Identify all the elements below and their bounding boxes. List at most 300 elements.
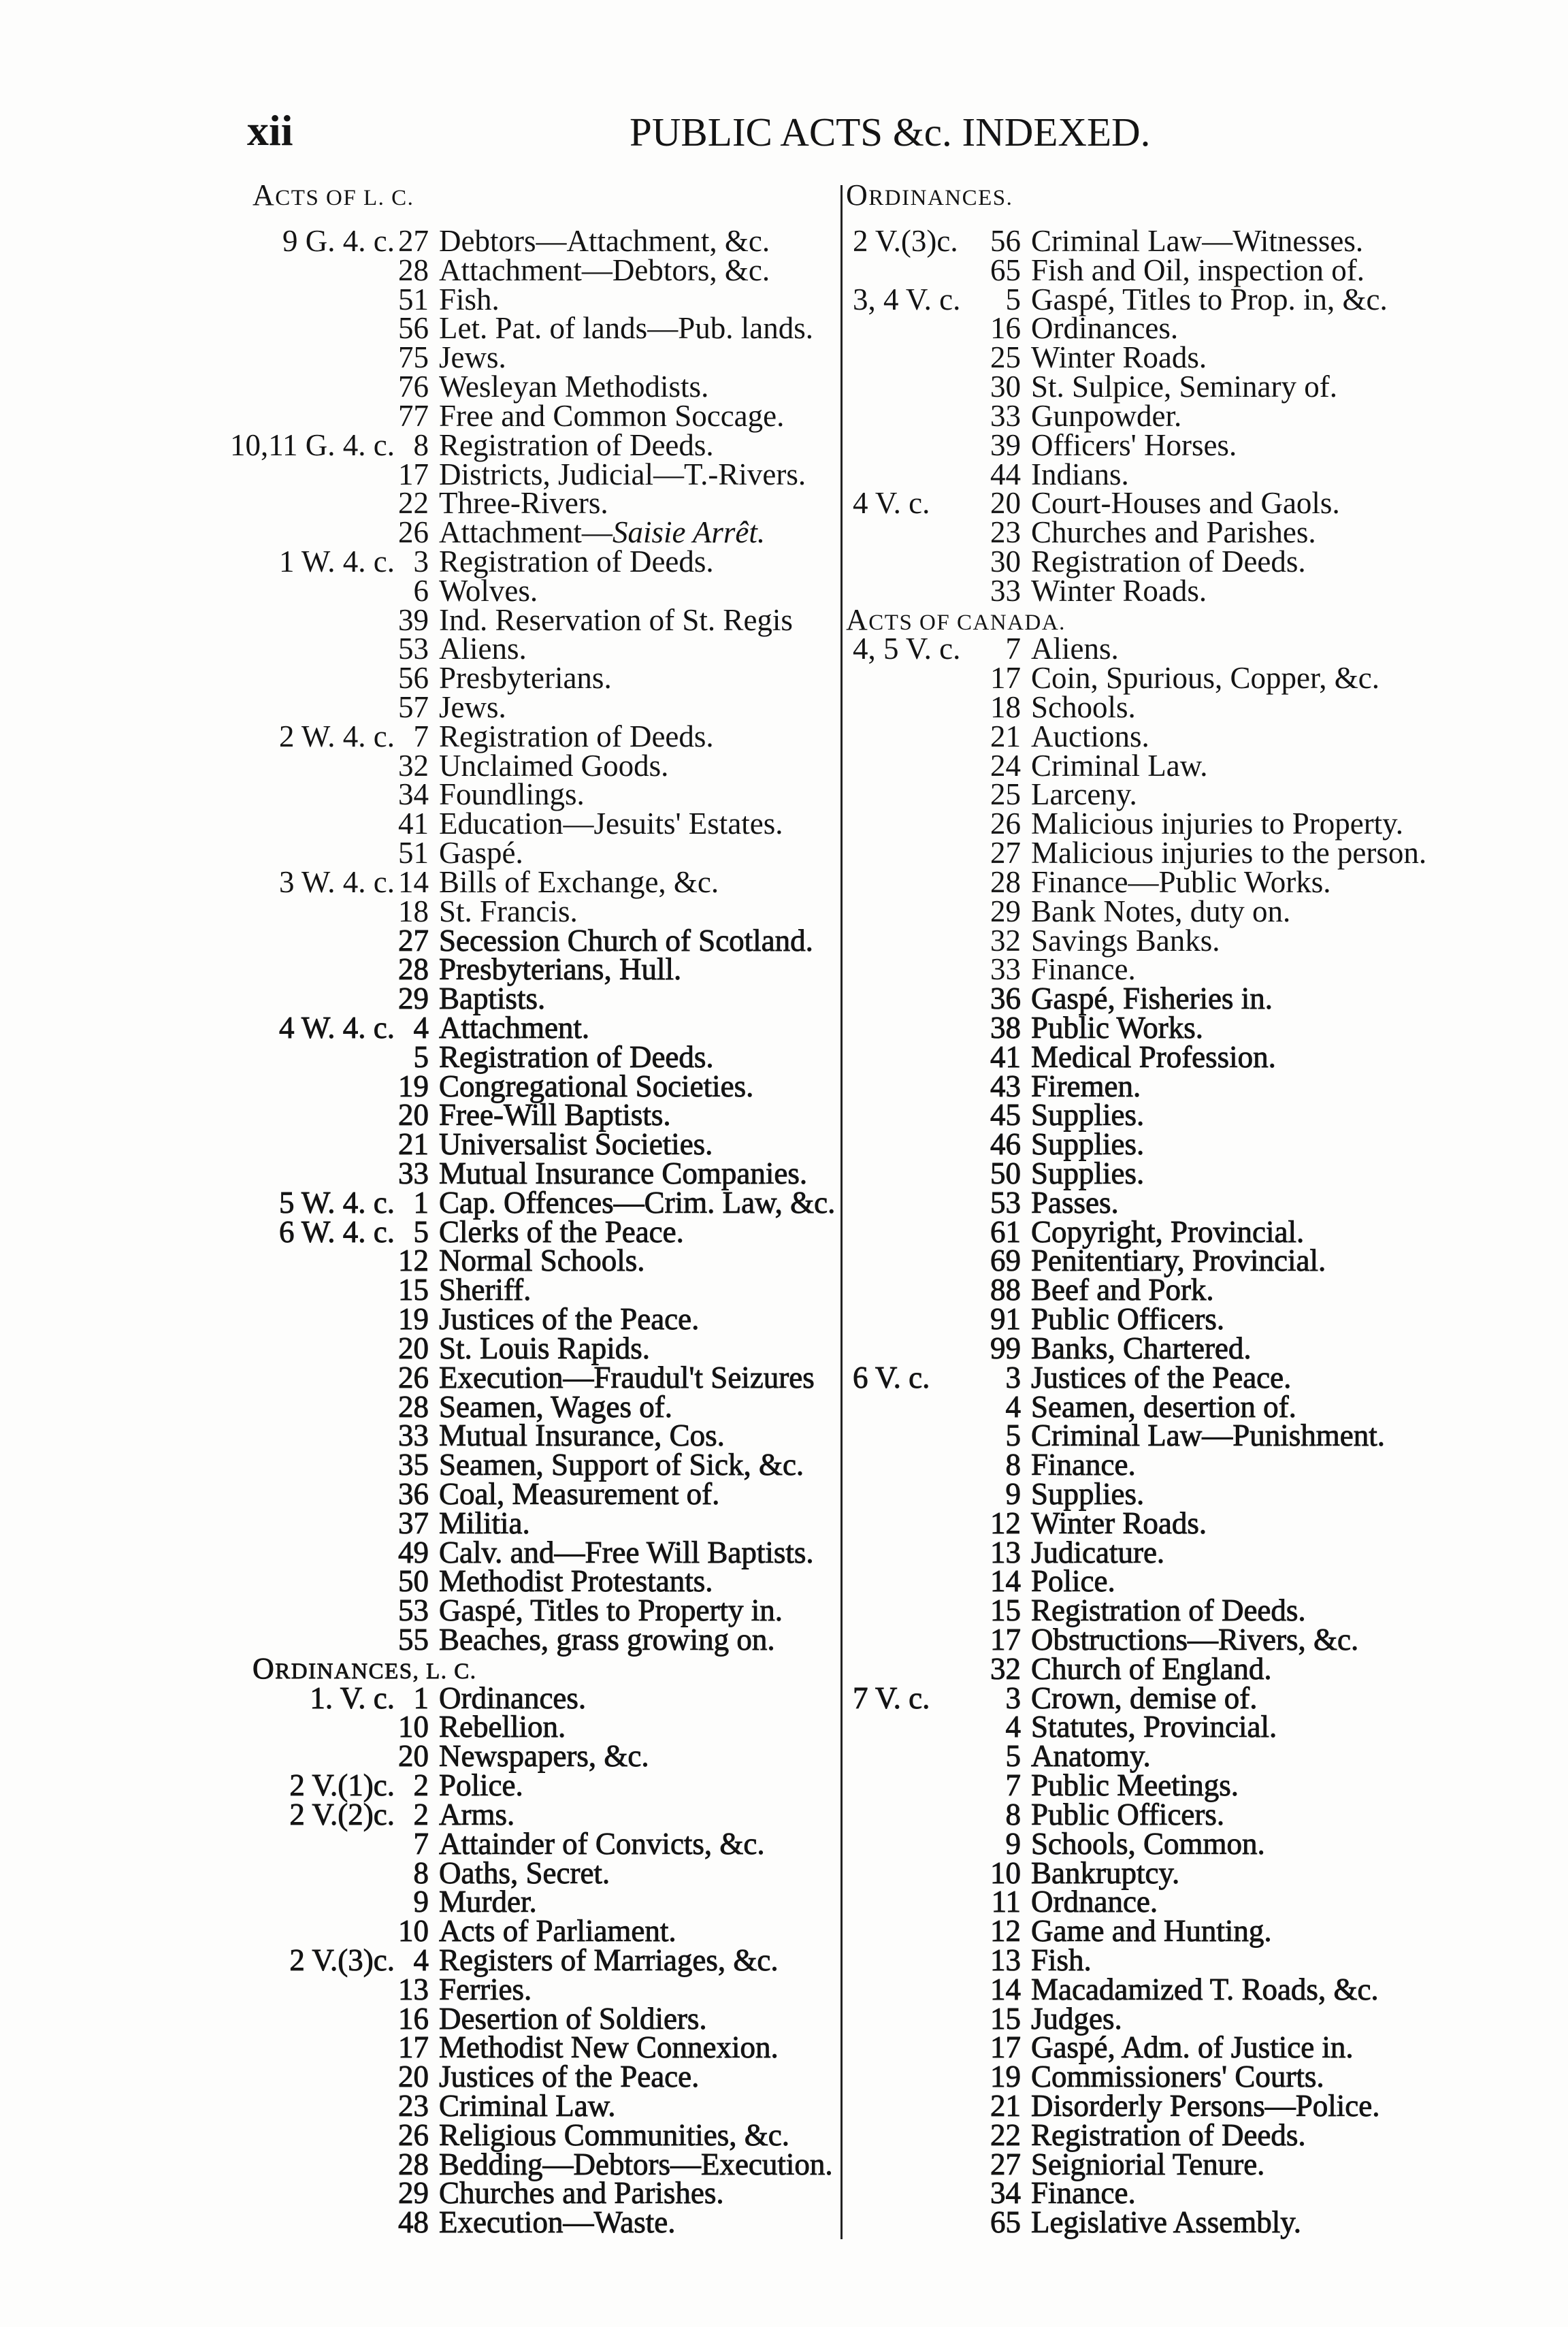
act-number: 56 — [398, 661, 429, 696]
series-label — [228, 1975, 395, 2004]
series-label — [846, 1917, 977, 1946]
entry-title: Fish and Oil, inspection of. — [1031, 253, 1365, 287]
index-entry — [846, 809, 1526, 839]
series-label — [846, 984, 977, 1013]
entry-title: Medical Profession. — [1031, 1039, 1276, 1074]
series-label — [846, 1975, 977, 2004]
index-entry — [228, 1331, 840, 1365]
series-label — [846, 1159, 977, 1188]
left-column — [228, 178, 840, 2240]
series-label — [846, 431, 977, 460]
entry-title-cell — [1021, 923, 1526, 958]
entry-title: Supplies. — [1031, 1156, 1145, 1190]
entry-title-cell — [1021, 2062, 1526, 2092]
entry-title: Justices of the Peace. — [439, 2060, 700, 2094]
entry-title: Three-Rivers. — [439, 486, 608, 521]
entry-title-cell — [1021, 457, 1526, 491]
entry-title: Registration of Deeds. — [439, 427, 714, 462]
act-number: 65 — [990, 2205, 1021, 2240]
series-label — [846, 897, 977, 926]
act-number: 53 — [990, 1185, 1021, 1220]
act-number: 46 — [990, 1127, 1021, 1162]
index-entry — [846, 1275, 1526, 1305]
entry-title-cell — [1021, 1127, 1526, 1162]
index-entry — [846, 544, 1526, 579]
index-entry — [228, 311, 840, 346]
entry-title: Court-Houses and Gaols. — [1031, 486, 1340, 521]
entry-title: Coin, Spurious, Copper, &c. — [1031, 661, 1379, 696]
act-number: 18 — [398, 894, 429, 928]
entry-title-cell — [429, 1942, 840, 1977]
series-label — [228, 1275, 395, 1305]
entry-title-cell — [1021, 1855, 1526, 1890]
entry-title: Public Officers. — [1031, 1797, 1225, 1832]
series-label — [228, 576, 395, 606]
entry-title-cell — [429, 1156, 840, 1190]
series-label — [846, 926, 977, 956]
entry-title-cell — [1021, 1069, 1526, 1103]
series-label: 1 W. 4. c. — [278, 544, 395, 579]
entry-title-cell — [429, 1302, 840, 1337]
act-number: 28 — [398, 2147, 429, 2181]
entry-title-cell — [1021, 1360, 1526, 1395]
entry-title-cell — [429, 809, 840, 839]
index-entry — [228, 398, 840, 433]
series-label — [846, 722, 977, 751]
series-label — [846, 1742, 977, 1771]
entry-title-cell — [429, 1389, 840, 1424]
column-divider — [840, 185, 843, 2239]
entry-title-cell — [1021, 224, 1526, 258]
act-number: 37 — [398, 1506, 429, 1540]
section-heading: ACTS OF CANADA. — [846, 602, 1066, 636]
series-label — [228, 1712, 395, 1742]
series-label — [228, 809, 395, 839]
entry-title-cell — [1021, 1156, 1526, 1190]
entry-title-cell — [1021, 1389, 1526, 1424]
series-label — [228, 2121, 395, 2150]
entry-title: Disorderly Persons—Police. — [1031, 2089, 1380, 2123]
entry-title-cell — [429, 1887, 840, 1917]
entry-title-cell — [429, 2001, 840, 2036]
act-number: 14 — [398, 864, 429, 899]
series-label: 4 V. c. — [853, 486, 930, 521]
entry-title: Ind. Reservation of St. Regis — [439, 602, 793, 637]
act-number: 4 — [413, 1942, 429, 1977]
index-entry — [228, 1450, 840, 1480]
entry-title: Attachment— — [439, 515, 612, 550]
index-entry — [228, 2001, 840, 2036]
act-number: 4 — [1005, 1710, 1021, 1744]
index-entry — [846, 1855, 1526, 1890]
index-entry — [846, 1098, 1526, 1133]
series-label — [228, 1567, 395, 1596]
entry-title-cell — [1021, 1914, 1526, 1949]
entry-title: St. Francis. — [439, 894, 578, 928]
act-number: 17 — [398, 457, 429, 491]
entry-title-cell — [1021, 1331, 1526, 1365]
entry-title-cell — [429, 1712, 840, 1742]
act-number: 43 — [990, 1069, 1021, 1103]
series-label — [846, 1771, 977, 1800]
act-number: 7 — [1005, 1768, 1021, 1803]
index-entry — [846, 1651, 1526, 1686]
series-label — [846, 343, 977, 372]
entry-title-cell — [429, 661, 840, 696]
index-entry — [228, 1098, 840, 1133]
index-entry — [846, 1942, 1526, 1977]
series-label — [846, 1072, 977, 1101]
index-entry — [228, 1418, 840, 1453]
entry-title: Jews. — [439, 690, 506, 724]
entry-title-cell — [1021, 1768, 1526, 1803]
index-entry — [846, 1243, 1526, 1278]
series-label — [846, 372, 977, 402]
act-number: 5 — [1005, 1418, 1021, 1453]
entry-title-cell — [1021, 311, 1526, 346]
series-label — [228, 1043, 395, 1072]
entry-title: Churches and Parishes. — [439, 2176, 724, 2211]
entry-title: Militia. — [439, 1506, 530, 1540]
series-label: 7 V. c. — [853, 1680, 930, 1715]
act-number: 13 — [990, 1942, 1021, 1977]
index-entry — [846, 690, 1526, 724]
index-entry — [228, 340, 840, 375]
act-number: 20 — [398, 1739, 429, 1774]
series-label — [228, 2092, 395, 2121]
index-entry — [228, 1593, 840, 1628]
series-label — [228, 2033, 395, 2062]
index-entry — [228, 224, 840, 258]
act-number: 26 — [398, 515, 429, 550]
entry-title-cell — [429, 2205, 840, 2240]
series-label — [228, 1480, 395, 1509]
entry-title-cell — [1021, 1712, 1526, 1742]
index-entry — [228, 1243, 840, 1278]
series-label — [228, 839, 395, 868]
index-entry — [846, 952, 1526, 987]
act-number: 69 — [990, 1243, 1021, 1278]
series-label — [228, 984, 395, 1013]
act-number: 39 — [398, 602, 429, 637]
entry-title-cell — [429, 748, 840, 783]
entry-title-cell — [1021, 340, 1526, 375]
series-label — [846, 256, 977, 285]
entry-title-cell — [1021, 2030, 1526, 2065]
series-label — [846, 664, 977, 693]
act-number: 10 — [398, 1914, 429, 1949]
entry-title-cell — [429, 719, 840, 753]
entry-title: Public Officers. — [1031, 1302, 1225, 1337]
index-entry — [846, 1389, 1526, 1424]
series-label — [228, 2208, 395, 2237]
entry-title: Presbyterians, Hull. — [439, 952, 682, 987]
entry-title-cell — [1021, 1098, 1526, 1133]
entry-title-cell — [1021, 1739, 1526, 1774]
act-number: 30 — [990, 544, 1021, 579]
index-entry — [846, 719, 1526, 753]
entry-title: Bank Notes, duty on. — [1031, 894, 1291, 928]
series-label — [228, 1159, 395, 1188]
entry-title-cell — [1021, 1797, 1526, 1832]
index-entry — [228, 1768, 840, 1803]
entry-title: Mutual Insurance Companies. — [439, 1156, 808, 1190]
index-entry — [228, 809, 840, 839]
act-number: 4 — [1005, 1389, 1021, 1424]
series-label — [846, 1538, 977, 1567]
act-number: 28 — [398, 952, 429, 987]
index-entry — [846, 253, 1526, 287]
act-number: 9 — [1005, 1826, 1021, 1861]
entry-title: Banks, Chartered. — [1031, 1331, 1252, 1365]
entry-title: Execution—Waste. — [439, 2205, 676, 2240]
index-entry — [846, 836, 1526, 870]
entry-title-cell — [429, 1768, 840, 1803]
entry-title: Desertion of Soldiers. — [439, 2001, 707, 2036]
act-number: 14 — [990, 1972, 1021, 2006]
series-label — [846, 1246, 977, 1275]
entry-title-cell — [429, 981, 840, 1016]
index-entry — [228, 1739, 840, 1774]
index-entry — [846, 894, 1526, 928]
series-label — [846, 1188, 977, 1218]
entry-title: Police. — [439, 1768, 523, 1803]
entry-title: Presbyterians. — [439, 661, 612, 696]
index-entry — [228, 486, 840, 521]
act-number: 12 — [990, 1914, 1021, 1949]
entry-title: Supplies. — [1031, 1127, 1145, 1162]
index-entry — [846, 1625, 1526, 1655]
entry-title: Bills of Exchange, &c. — [439, 864, 719, 899]
entry-title: St. Louis Rapids. — [439, 1331, 651, 1365]
entry-title: Seamen, Wages of. — [439, 1389, 672, 1424]
act-number: 13 — [398, 1972, 429, 2006]
entry-title-cell — [1021, 1680, 1526, 1715]
entry-title-cell — [1021, 836, 1526, 870]
index-entry — [846, 573, 1526, 608]
entry-title: Seamen, desertion of. — [1031, 1389, 1296, 1424]
entry-title-cell — [429, 372, 840, 402]
entry-title-cell — [429, 836, 840, 870]
entry-title: Unclaimed Goods. — [439, 748, 669, 783]
series-label — [228, 693, 395, 722]
act-number: 51 — [398, 282, 429, 316]
index-entry — [228, 1389, 840, 1424]
index-entry — [846, 923, 1526, 958]
act-number: 8 — [1005, 1797, 1021, 1832]
index-entry — [228, 1360, 840, 1395]
series-label — [228, 256, 395, 285]
entry-title-cell — [1021, 1418, 1526, 1453]
entry-title: Attachment. — [439, 1010, 590, 1045]
series-label — [228, 1509, 395, 1538]
series-label — [846, 780, 977, 809]
act-number: 36 — [398, 1476, 429, 1511]
series-label — [228, 1625, 395, 1655]
entry-title: Aliens. — [1031, 632, 1119, 666]
act-number: 41 — [398, 807, 429, 841]
entry-title-cell — [429, 486, 840, 521]
entry-title-cell — [429, 515, 840, 550]
entry-title: Calv. and—Free Will Baptists. — [439, 1535, 814, 1569]
series-label — [846, 1567, 977, 1596]
act-number: 7 — [1005, 632, 1021, 666]
entry-title: Registration of Deeds. — [1031, 1593, 1306, 1628]
series-label — [846, 1218, 977, 1247]
act-number: 21 — [398, 1127, 429, 1162]
index-entry — [228, 2176, 840, 2211]
index-entry — [846, 1476, 1526, 1511]
entry-title-cell — [429, 2117, 840, 2152]
act-number: 27 — [990, 2147, 1021, 2181]
series-label — [846, 1275, 977, 1305]
series-label — [846, 1800, 977, 1829]
index-entry — [228, 1010, 840, 1045]
entry-title-cell — [1021, 1243, 1526, 1278]
entry-title-cell — [1021, 2089, 1526, 2123]
index-entry — [228, 1826, 840, 1861]
index-entry — [228, 1712, 840, 1742]
series-label — [228, 1538, 395, 1567]
entry-title: Registers of Marriages, &c. — [439, 1942, 779, 1977]
entry-title: Congregational Societies. — [439, 1069, 754, 1103]
act-number: 65 — [990, 253, 1021, 287]
entry-title-cell — [1021, 1214, 1526, 1249]
index-entry — [228, 1069, 840, 1103]
index-entry — [846, 224, 1526, 258]
entry-title-cell — [1021, 864, 1526, 899]
series-label: 2 V.(2)c. — [289, 1797, 395, 1832]
act-number: 33 — [398, 1418, 429, 1453]
act-number: 19 — [398, 1302, 429, 1337]
series-label — [846, 751, 977, 781]
entry-title: Finance. — [1031, 1448, 1136, 1482]
index-entry — [846, 1302, 1526, 1337]
series-label — [846, 1596, 977, 1625]
act-number: 19 — [398, 1069, 429, 1103]
entry-title: Debtors—Attachment, &c. — [439, 224, 770, 258]
entry-title: Passes. — [1031, 1185, 1119, 1220]
act-number: 14 — [990, 1564, 1021, 1599]
series-label — [228, 489, 395, 518]
entry-title: Newspapers, &c. — [439, 1739, 649, 1774]
index-entry — [846, 340, 1526, 375]
act-number: 5 — [413, 1039, 429, 1074]
index-entry — [846, 2089, 1526, 2123]
series-label — [846, 314, 977, 343]
act-number: 5 — [413, 1214, 429, 1249]
act-number: 12 — [398, 1243, 429, 1278]
index-entry — [228, 515, 840, 550]
act-number: 9 — [1005, 1476, 1021, 1511]
series-label — [846, 1043, 977, 1072]
series-label — [846, 1946, 977, 1975]
act-number: 88 — [990, 1273, 1021, 1307]
index-entry — [846, 1506, 1526, 1540]
entry-title-cell — [1021, 486, 1526, 521]
index-entry — [228, 1625, 840, 1655]
act-number: 4 — [413, 1010, 429, 1045]
act-number: 17 — [990, 2030, 1021, 2065]
index-entry — [846, 981, 1526, 1016]
index-entry — [846, 515, 1526, 550]
act-number: 15 — [990, 2001, 1021, 2036]
act-number: 29 — [990, 894, 1021, 928]
act-number: 76 — [398, 370, 429, 404]
index-entry — [846, 1156, 1526, 1190]
act-number: 34 — [990, 2176, 1021, 2211]
series-label — [228, 314, 395, 343]
entry-title-cell — [1021, 1275, 1526, 1305]
act-number: 27 — [990, 836, 1021, 870]
act-number: 33 — [990, 952, 1021, 987]
act-number: 5 — [1005, 282, 1021, 316]
index-entry — [846, 1535, 1526, 1569]
entry-title-cell — [1021, 282, 1526, 316]
act-number: 8 — [413, 427, 429, 462]
index-entry — [846, 1768, 1526, 1803]
index-entry — [228, 2205, 840, 2240]
series-label — [228, 664, 395, 693]
act-number: 53 — [398, 1593, 429, 1628]
act-number: 91 — [990, 1302, 1021, 1337]
entry-title: Attachment—Debtors, &c. — [439, 253, 770, 287]
entry-title-cell — [429, 282, 840, 316]
entry-title-cell — [429, 1739, 840, 1774]
entry-title-cell — [429, 224, 840, 258]
entry-title: Justices of the Peace. — [1031, 1360, 1292, 1395]
entry-title-cell — [429, 427, 840, 462]
series-label — [228, 1887, 395, 1917]
entry-title: Copyright, Provincial. — [1031, 1214, 1305, 1249]
index-entry — [228, 1887, 840, 1917]
act-number: 44 — [990, 457, 1021, 491]
index-entry — [228, 1535, 840, 1569]
entry-title-cell — [429, 311, 840, 346]
series-label — [228, 2150, 395, 2179]
entry-title-cell — [429, 398, 840, 433]
entry-title: Coal, Measurement of. — [439, 1476, 720, 1511]
index-entry — [846, 1360, 1526, 1395]
index-entry — [228, 544, 840, 579]
entry-title-cell — [429, 1855, 840, 1890]
act-number: 23 — [990, 515, 1021, 550]
entry-title-cell — [1021, 661, 1526, 696]
entry-title-cell — [1021, 427, 1526, 462]
act-number: 18 — [990, 690, 1021, 724]
entry-title: Winter Roads. — [1031, 1506, 1207, 1540]
entry-title-cell — [1021, 1450, 1526, 1480]
entry-title: Registration of Deeds. — [439, 1039, 714, 1074]
entry-title: Gaspé, Fisheries in. — [1031, 981, 1273, 1016]
entry-title: Statutes, Provincial. — [1031, 1710, 1277, 1744]
entry-title: Finance. — [1031, 952, 1136, 987]
series-label — [846, 460, 977, 489]
act-number: 30 — [990, 370, 1021, 404]
index-entry — [228, 2089, 840, 2123]
index-entry — [228, 1855, 840, 1890]
index-entry — [228, 864, 840, 899]
act-number: 25 — [990, 340, 1021, 375]
entry-title: Judges. — [1031, 2001, 1122, 2036]
series-label — [846, 1859, 977, 1888]
act-number: 17 — [990, 1623, 1021, 1657]
index-entry — [228, 952, 840, 987]
entry-title-cell — [429, 1360, 840, 1395]
act-number: 53 — [398, 632, 429, 666]
entry-title-cell — [429, 690, 840, 724]
series-label — [846, 576, 977, 606]
